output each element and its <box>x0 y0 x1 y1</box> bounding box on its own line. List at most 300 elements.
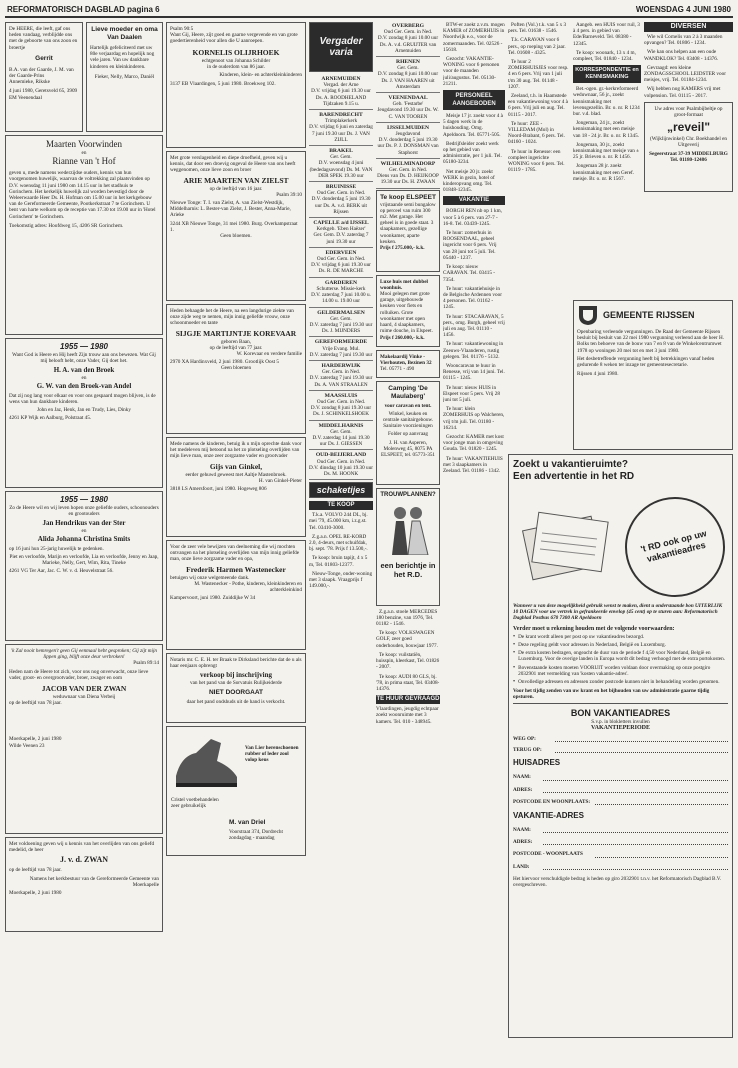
section-vakantie: VAKANTIE <box>443 196 505 205</box>
anniversary2-kids: Piet en verloofde, Marijn en verloofde, Lia en verloofde, Jenny en Jaap, Marieke, Nelly, Gert, Wim, Rita, Tineke <box>9 553 159 567</box>
anniversary-announcement-1 <box>5 338 163 488</box>
trouw-title: TROUWPLANNEN? <box>380 491 436 498</box>
vak-rule-row <box>513 650 728 662</box>
field-naam-input[interactable] <box>543 774 728 780</box>
reveil-ad <box>644 102 733 192</box>
listing-text: D.V. vrijdag 6 juni 19.30 uur Ds. A. ROODHELAND Tijdzaken 9.15 u. <box>311 88 371 107</box>
anniversary2-text-2: op 16 juni hun 25-jarig huwelijk te gedenken. <box>9 545 104 552</box>
classified-item: Z.g.a.n. OPEL RE-KORD 2.0, 4-deurs, met schuifdak, bj. sept. '78. Prijs f 13.500,-. <box>309 533 368 553</box>
classified-item: Jongeman, 30 jr., zoekt kennismaking met meisje van ± 25 jr. Brieven o. nr. R 1456. <box>573 141 639 161</box>
classified-item: Te huur: zomerhuis in ROOSENDAAL, geheel ingericht voor 6 pers. Vrij van 28 juni tot 5 juli. Tel. 05440 - 1237. <box>443 230 497 261</box>
listing-text: D.V. zondag 8 juni 10.00 uur Ds. J. VAN HAAREN uit Amsterdam <box>377 71 439 90</box>
listing-title: IJSSELMUIDEN <box>387 124 429 131</box>
death1-text: Heden nam de Heere tot zich, voor ons nog onverwacht, onze lieve vader, groot- en overgrootvader, broer, zwager en oom <box>9 668 149 681</box>
meeting-listing <box>309 362 373 391</box>
classified-item: Net meisje 20 jr. zoekt WERK in gezin, hotel of kinderopvang omg. Tel. 01848-12345. <box>443 168 495 194</box>
listing-title: OUD-BEIJERLAND <box>315 452 367 459</box>
sale1-title: Te koop ELSPEET <box>380 193 436 201</box>
field-land-input[interactable] <box>543 864 728 870</box>
death3-age: in de ouderdom van 86 jaar. <box>207 63 265 70</box>
listing-sub: Kerkgeb. 'Eben Haëzer' <box>316 226 366 233</box>
field-adres-input[interactable] <box>543 787 728 793</box>
listing-sub: Jeugdavond <box>395 131 421 138</box>
listing-sub: Oud Ger. Gem. in Ned. <box>316 190 366 197</box>
sale2-text: Mooi gelegen met grote garage, uitgebouwde keuken voor fiets en rolluiken. Grote woonkamer met open haard, 4 slaapkamers, ruime douche, in Elspeet. <box>380 291 433 335</box>
reveil-top: Uw adres voor Psalmbijbeltje op groot-formaat <box>654 105 723 119</box>
classified-item: Te huur: vakantiehuisje in de Belgische Ardennen voor 4 personen. Tel. 01162 - 1245. <box>443 285 502 311</box>
vak-rules-title: Verder moet u rekening houden met de volgende voorwaarden: <box>513 625 675 632</box>
vergader-varia-logo <box>309 22 373 72</box>
classified-item: Te huur: nieuw HUIS in Elspeet voor 5 pers. Vrij 28 juni tot 5 juli. <box>443 384 500 403</box>
classified-items-5 <box>508 22 570 173</box>
listing-text: D.V. zaterdag 7 juni 10.00 u. 14.00 u. 19.00 uur <box>311 292 371 305</box>
bon-footer: Het hiervoor verschuldigde bedrag is heden op giro 2032901 t.n.v. het Reformatorisch Dagblad B.V. overgeschreven. <box>513 875 722 889</box>
notary-text-2: van het pand van de Sorvatuis Rulijkeiderde <box>190 680 282 687</box>
newspaper-bundle-icon <box>517 493 617 593</box>
meeting-listing <box>309 451 373 480</box>
meeting-listing <box>309 183 373 218</box>
listing-text: D.V. zaterdag 7 juni 19.30 uur Ds. J. MIJNDERS <box>309 321 373 335</box>
classified-item: BTW-er zoekt z.v.m. mogen KAMER of ZOMERHUIS in Noordwijk e.o., voor de zomermaanden. Tel. 02526 - 15618. <box>443 22 505 53</box>
anniversary-text-2: Dat zij nog lang voor elkaar en voor ons gespaard mogen blijven, is de wens van hun dankbare kinderen. <box>9 392 156 405</box>
field-postcode-row <box>513 799 728 805</box>
classified-item: Te koop: bruin tapijt, 4 x 5 m, Tel. 01803-12377. <box>309 555 368 568</box>
classified-item: Te huur: VAKANTIEHUIS met 3 slaapkamers in Zeeland. Tel. 01186 - 1342. <box>443 455 503 474</box>
meeting-listings <box>309 75 373 480</box>
reveil-sub: (Wijklijnwinkel) Chr. Boekhandel en Uitgeverij <box>649 136 727 149</box>
gemeente-text-2: Het desbetreffende vergunning heeft bij betrekkingen vanaf heden gedurende 8 weken ter inzage ter gemeentesecretarie. <box>577 355 715 369</box>
death5-name: SIJGJE MARTIJNTJE KOREVAAR <box>175 328 297 338</box>
bullet-icon: • <box>513 650 516 657</box>
header-left: REFORMATORISCH DAGBLAD pagina 6 <box>7 5 160 14</box>
listing-title: HARDERWIJK <box>321 362 361 369</box>
thanks2-address: Kampervoort, juni 1980. Zuiddijke W 34 <box>170 595 256 602</box>
death4-name: ARIE MAARTEN VAN ZIELST <box>183 175 289 185</box>
vak-illustration <box>513 483 728 603</box>
listing-title: MIDDELHARNIS <box>318 422 364 429</box>
listing-text: D.V. zondag 8 juni 19.30 uur Ds. J. SCHINKELSHOEK <box>310 405 372 418</box>
bullet-icon: • <box>513 679 516 686</box>
anniversary-announcement-2 <box>5 491 163 641</box>
korrespondentie-items <box>573 86 641 182</box>
column-4 <box>376 22 440 1038</box>
death3-name: KORNELIS OLIJRHOEK <box>192 47 280 57</box>
birth-announcement <box>5 22 83 132</box>
classified-item: Te koop: woonark, 13 x 4 m, compleet, Tel. 01840 - 1234. <box>573 49 636 63</box>
meeting-listings-2 <box>376 22 440 189</box>
meeting-listing <box>376 124 440 159</box>
sale2-title: Luxe huis met dubbel woonhuis. <box>380 278 428 291</box>
death3-text: Want Gij, Heere, zijt goed en gaarne vergevende en van grote goedertierenheid voor allen die U aanroepen. <box>170 32 298 45</box>
classified-item: Te koop: nieuw CARAVAN. Tel. 03415 - 7354. <box>443 264 495 283</box>
death3-address: 3137 EB Vlaardingen, 5 juni 1980. Broekweg 102. <box>170 81 276 88</box>
field-adres2-row <box>513 839 728 845</box>
listing-sub: Vergad. der Arne <box>323 82 359 89</box>
vak-rule-row <box>513 665 728 677</box>
classified-item: Jongeman 28 jr. zoekt kennismaking met een Geref. meisje. Br. o. nr. R 1567. <box>573 163 635 182</box>
field-naam2-row <box>513 827 728 833</box>
listing-sub: Ger. Gem. <box>330 315 352 322</box>
listing-sub: Trimplakerkerk <box>324 118 358 125</box>
listing-sub: Geb. 'Festarbe' <box>392 101 424 108</box>
bon-sub: S.v.p. in blokletters invullen <box>591 718 650 725</box>
listing-title: BRAKEL <box>329 148 353 155</box>
field-weg-label: WEG OP: <box>513 736 536 743</box>
death-notice-3 <box>166 22 306 148</box>
vak-stamp <box>614 486 733 607</box>
listing-title: MAASSLUIS <box>324 392 358 399</box>
meeting-listing <box>309 111 373 146</box>
meeting-listing <box>376 58 440 93</box>
meeting-listing <box>309 147 373 182</box>
meeting-listing <box>309 75 373 110</box>
gemeente-header <box>577 304 729 326</box>
listing-sub: Oud Ger. Gem. in Ned. <box>316 256 366 263</box>
huisadres-heading: HUISADRES <box>513 758 561 768</box>
gemeente-text: Openbaring verleende vergunningen. De Raad der Gemeente Rijssen besluit bij besluit van 22 mei 1980 vergunning verleend aan de heer H. Bolks ten behoeve van de bouw van 7 en 8 van de Winkelcentrumwet 1978 op woningen 20 mei tot en met 3 juni 1980. <box>577 329 724 354</box>
meeting-listing <box>376 94 440 123</box>
anniversary-years: 1955 — 1980 <box>59 342 109 351</box>
banner-text: schaketijes <box>316 485 366 496</box>
classified-items-3 <box>443 22 505 87</box>
bullet-icon: • <box>513 642 516 649</box>
field-naam-label: NAAM: <box>513 774 531 781</box>
death4-age: op de leeftijd van 16 jaar. <box>209 185 263 192</box>
meeting-listing <box>309 249 373 278</box>
field-terug-label: TERUG OP: <box>513 747 542 754</box>
listing-sub: Ger. Gem. <box>330 154 352 161</box>
camping-text-3: Folder op aanvraag <box>387 431 429 438</box>
field-adres-row <box>513 787 728 793</box>
section-diversen: DIVERSEN <box>644 22 733 32</box>
vak-rules-close: Voor het tijdig zenden van uw krant en het bijhouden van uw administratie gaarne tijdig opsturen. <box>513 688 710 701</box>
vak-rule-text: Bovenstaande kosten moeten VOORUIT worden voldaan door overmaking op onze postgiro 2032901 met vermelding van 'kosten vakantie-adres'. <box>518 664 711 677</box>
thanks1-sign: H. van Ginkel-Pieter <box>258 477 302 484</box>
classified-item: Poften (Vol.) t.k. van 5 x 3 pers. Tel. 01638 - 1546. <box>508 22 567 35</box>
sale1-text: vrijstaande semi bungalow op perceel van ruim 300 m2. Met garage. Het geheel is in goede staat. 3 slaapkamers, gezellige woonkamer, aparte keuken. <box>380 201 436 245</box>
anniversary2-years: 1955 — 1980 <box>59 495 109 504</box>
listing-sub: Oud Ger. Gem. in Ned. <box>383 29 433 36</box>
diversen-items <box>644 34 733 99</box>
listing-text: D.V. donderdag 5 juni 19.30 uur Ds. P. J. DONSMAN van Staphorst <box>377 137 439 156</box>
listing-sub: Oud Ger. Gem. in Ned. <box>316 458 366 465</box>
classified-item: T.k.a. VOLVO 244 DL, bj. mei '79, 45.000 km, i.z.g.st. Tel. 03410-3000. <box>309 512 368 531</box>
anniversary2-and: en <box>81 528 87 535</box>
listing-title: VEENENDAAL <box>388 95 428 102</box>
column-3 <box>309 22 373 1038</box>
listing-text: Diens van Ds. D. HEIJKOOP 19.30 uur Ds. H. ZWAAN <box>377 173 439 186</box>
classified-item: Te koop: vuilstatiën, huisspin, kleerkast, Tel. 01826 - 2007. <box>376 651 440 671</box>
thanks1-sub: eerder gehuwd geweest met Aaltje Mastenbroek. <box>185 471 287 478</box>
death-notice-5 <box>166 304 306 434</box>
anniversary2-name: Jan Hendrikus van der Ster <box>42 519 126 528</box>
birthday-names: Fieker, Nelly, Marco, Daniël <box>94 73 155 80</box>
thanks2-text-2: betuigen wij onze welgemeende dank. <box>170 574 250 581</box>
camping-text-2: Winkel, keuken en centrale sanitairgebouw. Sanitaire voorzieningen <box>382 410 434 430</box>
death2-text: Met voldoening geven wij u kennis van het overlijden van ons geliefd medelid, de heer <box>9 841 155 854</box>
thanks2-text: Voor de zeer vele bewijzen van deelneming die wij mochten ontvangen na het plotseling overlijden van mijn innig geliefde man, onze lieve zorgzame vader en opa, <box>170 544 300 563</box>
listing-sub: Ger. Gem. in Ned. <box>321 369 361 376</box>
listing-text: D.V. woensdag 4 juni (bededagsavond) Ds. M. VAN DER SPEK 19.30 uur <box>309 160 373 179</box>
bon-period: VAKANTIEPERIODE <box>591 724 650 731</box>
death-notice-2 <box>5 837 163 932</box>
vakadres-heading: VAKANTIE-ADRES <box>513 811 584 821</box>
field-postcode2-input[interactable] <box>595 851 728 857</box>
death4-text: Met grote verslagenheid en diepe droefheid, geven wij u kennis, dat door een droevig ongeval de Heere van ons heeft weggenomen, onze lieve zoon en broer <box>170 155 296 174</box>
death-notice-1 <box>5 644 163 834</box>
anniversary-name-2: G. W. van den Broek-van Andel <box>36 381 132 390</box>
bon-form <box>513 736 728 870</box>
thanks1-text: Mede namens de kinderen, betuig ik u mijn oprechte dank voor het medeleven mij betoond na het zo plotseling overlijden van mijn lieve man, onze zeer zorgzame vader en grootvader <box>170 441 302 460</box>
classified-item: Jongeman, 24 jr., zoekt kennismaking met een meisje van 18 - 24 jr. Br. o. nr. R 1345. <box>573 120 639 139</box>
meeting-listing <box>309 279 373 308</box>
shoe-ad-address: Voorstraat 374, Dordrecht zondagdag - maandag <box>229 829 283 842</box>
birth-siblings: Annemieke, Rikske <box>9 79 50 86</box>
classified-item: Wie kan ons helpen aan een oude WANDKLOK? Tel. 03408 - 14376. <box>644 49 719 62</box>
listing-sub: Ger. Gem. <box>397 65 419 72</box>
section-korrespondentie: KORRESPONDENTIE en KENNISMAKING <box>573 65 641 83</box>
birth-parents: B.A. van der Gaarde, J. M. van der Gaarde-Prins <box>9 66 74 80</box>
shoe-ad-text: Van Lier herenschoenen rubber of leder zool volop keus <box>245 745 299 764</box>
vak-rule-text: Onvolledige adressen en adressen zonder postcode kunnen niet in behandeling worden genomen. <box>518 679 720 686</box>
listing-text: D.V. zaterdag 7 juni 19.30 uur Ds. A. VAN STRAALEN <box>309 375 373 388</box>
anniversary-name: H. A. van den Broek <box>53 366 115 375</box>
classified-item: T.k. CARAVAN voor 6 pers., op roeping van 2 jaar. Tel. 01608 - 4325. <box>508 37 566 56</box>
vak-intro: Wanneer u van deze mogelijkheid gebruik wenst te maken, dient u onderstaande bon UITERLIJK 10 DAGEN voor uw vertrek in gefrankeerde envelop (45 cent) op te sturen aan: Reformatorisch Dagblad Postbus 670 7300 AR Apeldoorn <box>513 603 723 622</box>
classified-item: Bet.-ogen. gr.-kerkreformeerd weduwnaar, 56 jr., zoekt kennismaking met levensgezellin. Br. o. nr. R 1234 bur. v.d. blad. <box>573 86 640 118</box>
birthday-announcement <box>86 22 163 132</box>
field-adres2-label: ADRES: <box>513 839 533 846</box>
classified-item: Te huur: ZEE - VILLEDAM (Mol) in Noord-Brabant, 6 pers. Tel. 04160 - 1024. <box>508 120 565 146</box>
listing-title: ARNEMUIDEN <box>321 76 361 82</box>
bon-title: BON VAKANTIEADRES <box>570 707 671 718</box>
anniversary2-text: Zo de Heere wil en wij leven hopen onze geliefde ouders, schoonouders en grootouders <box>9 505 159 518</box>
field-postcode-label: POSTCODE EN WOONPLAATS: <box>513 798 591 805</box>
vak-rules-list <box>513 634 728 685</box>
bride-name: Rianne van 't Hof <box>52 156 116 167</box>
meeting-listing <box>309 309 373 338</box>
gemeente-date: Rijssen 4 juni 1980. <box>577 371 619 378</box>
listing-title: CAPELLE a/d IJSSEL <box>313 220 369 227</box>
listing-text: D.V. zaterdag 7 juni 19.30 uur <box>309 351 373 358</box>
meeting-listing <box>309 392 373 421</box>
notary-text-3: daar het pand ondshuds uit de hand is verkocht. <box>186 698 286 705</box>
wedding-announcement <box>5 135 163 335</box>
sale-ad-1 <box>376 190 440 272</box>
listing-title: GARDEREN <box>324 279 357 286</box>
listing-title: GELDERMALSEN <box>317 309 365 316</box>
anniversary2-name-2: Alida Johanna Christina Smits <box>37 534 131 543</box>
classified-item: Bedrijfsleider zoekt werk op het gebied van administratie, per 1 juli. Tel. 05180-3234. <box>443 140 502 166</box>
meeting-listing <box>309 338 373 361</box>
field-land-label: LAND: <box>513 863 530 870</box>
anniversary-kids: John en Jaz, Henk, Jan en Trudy, Lies, Dinky <box>37 407 131 414</box>
classified-item: Meisje 17 jr. zoekt voor 4 à 5 dagen werk in de huishouding. Omg. Apeldoorn. Tel. 05771-505. <box>443 113 503 138</box>
field-postcode-input[interactable] <box>595 799 728 805</box>
classified-item: Wie wil Cornelis van 2 à 3 maanden opvangen? Tel. 01806 - 1234. <box>644 34 723 47</box>
camping-text: voor caravan en tent. <box>384 402 432 409</box>
field-terug-input[interactable] <box>555 747 728 753</box>
field-adres-label: ADRES: <box>513 786 533 793</box>
field-naam2-label: NAAM: <box>513 827 531 834</box>
column-6 <box>508 22 570 392</box>
listing-title: WILHELMINADORP <box>380 160 436 167</box>
classified-item: Nieuw-Tonge, onder-woning met 3 slaapk. Vraagprijs f 149.000,-. <box>309 570 373 590</box>
vak-title-2: Een advertentie in het RD <box>513 471 635 482</box>
birth-date: 4 juni 1980, Geretsveld 65, 3909 EM Veenendaal <box>9 88 78 101</box>
listing-sub: Schutterse. Missie-kerk <box>316 285 366 292</box>
listing-sub: Ger. Gem. in Ned. <box>388 167 428 174</box>
municipal-crest-icon <box>577 304 599 326</box>
sale-ad-2 <box>376 275 440 347</box>
makelaar-ad <box>376 350 440 378</box>
classified-item: Wooncaravan te huur in Renesse, vrij van 14 juni. Tel. 01115 - 1245. <box>443 362 505 382</box>
death-notice-4 <box>166 151 306 301</box>
vak-title-1: Zoekt u vakantieruimte? <box>513 459 629 470</box>
column-7 <box>573 22 641 292</box>
header-right: WOENSDAG 4 JUNI 1980 <box>635 5 731 14</box>
death3-sub: echtgenoot van Johanna Schilder <box>201 57 271 64</box>
death1-address: Wilde Veenen 23 <box>9 742 45 749</box>
death2-name: J. v. d. ZWAN <box>59 855 108 865</box>
makelaar-tel: Tel. 05771 - 490 <box>380 366 415 373</box>
listing-text: D.V. donderdag 5 juni 19.30 uur Ds. A. v.d. BERK uit Rijssen <box>311 196 371 215</box>
death1-name: JACOB VAN DER ZWAN <box>41 684 127 694</box>
listing-text: Jeugdavond 19.30 uur Ds. W. C. VAN TOOREN <box>377 107 439 120</box>
death5-age: op de leeftijd van 77 jaar. <box>209 344 263 351</box>
classified-item: Z.g.a.n. stoele MERCEDES 180 benzine, van 1976, Tel. 01182 - 1546. <box>376 608 438 628</box>
column-5 <box>443 22 505 1038</box>
field-postcode2-label: POSTCODE - WOONPLAATS <box>513 851 583 858</box>
bullet-icon: • <box>513 633 516 640</box>
listing-title: RHENEN <box>396 59 420 66</box>
classified-item: BORGH REN nb op 1 km, voor 5 à 6 pers. van 27-7 - 16-8. Tel. 03439-1245. <box>443 208 502 227</box>
death2-age: op de leeftijd van 78 jaar. <box>9 867 62 874</box>
death4-address: 3244 XB Nieuwe Tonge, 31 mei 1980. Burg. Overkampstraat 1. <box>170 220 298 233</box>
notary-big: NIET DOORGAAT <box>208 688 264 696</box>
field-postcode2-row <box>513 851 728 857</box>
death5-note: Geen bloemen <box>220 365 252 372</box>
anniversary-and: en <box>81 375 87 382</box>
classified-item: Gevraagd: een kleine ZONDAGSSCHOOL LEIDSTER voor meisjes, vrij. Tel. 01184-1234. <box>644 64 726 84</box>
personeel-items <box>443 113 505 193</box>
trouwplannen-ad <box>376 488 440 606</box>
classified-items <box>309 512 373 589</box>
classified-item: Te huur: klein ZOMERHUIS op Walcheren, vrij t/m juli. Tel. 01180 - 16214. <box>443 406 505 431</box>
death1-city: Moerkapelle, 2 juni 1980 <box>9 736 62 743</box>
sale1-price: Prijs f 275.000,- k.k. <box>380 245 425 252</box>
camping-ad <box>376 381 440 485</box>
birthday-title: Lieve moeder en oma Van Daalen <box>91 26 158 41</box>
vak-rule-text: Deze regeling geldt voor adressen in Nederland, België en Luxemburg. <box>518 642 666 649</box>
classified-item: Aangeb. een HUIS voor ruil, 3 à 4 pers. in gebied van Ede/Barneveld. Tel. 08380 - 12345. <box>573 22 640 47</box>
notary-title: verkoop bij inschrijving <box>200 671 272 680</box>
classified-item: Te huur in Renesse: een compleet ingerichte WONING voor 6 pers. Tel. 01119 - 1785. <box>508 148 565 174</box>
death4-kids: Nieuwe Tonge: T. I. van Zielst, A. van Zielst-Westdijk, Middelharnis: L. Bester-van Zielst, J. Bester, Anna-Marie, Arieke <box>170 200 291 219</box>
listing-title: OVERBERG <box>391 23 424 29</box>
field-weg-row <box>513 736 728 742</box>
death3-kids: Kinderen, klein- en achterkleinkinderen <box>219 72 302 79</box>
notary-text: Notaris mr. C. E. H. ter Braak te Dirksland berichte dat de u als haar eenjaars opbrengt <box>170 657 302 670</box>
listing-text: D.V. vrijdag 6 juni en zaterdag 7 juni 19.30 uur Ds. J. VAN ZIJLL <box>309 124 373 143</box>
wedding-text: geven u, mede namens wederzijdse ouders, kennis van hun voorgenomen huwelijk, waarvan de voltrekking zal plaatsvinden op D.V. woensdag 11 juni 1980 om 14.15 uur in het stadhuis te Gorinchem. Het kerkelijk huwelijk zal worden bevestigd door de Weleerwaarde Heer Ds. H. Hofman om 15.00 uur in het kerkgebouw van de Gereformeerde Gemeente, Pootkerkstraat 7 te Gorinchem. U bent van harte welkom op de receptie van 17.30 tot 19.00 uur in 'Hotel Gorinchem' te Gorinchem. <box>9 170 156 220</box>
classified-item: Te koop: VOLKSWAGEN GOLF, zeer goed onderhouden, bouwjaar 1977. <box>376 630 438 649</box>
listing-text: D.V. zaterdag 14 juni 19.30 uur Ds. J. GIESSEN <box>312 434 370 448</box>
column-1 <box>5 22 163 1038</box>
column-2 <box>166 22 306 1038</box>
thanks1-name: Gijs van Ginkel, <box>209 461 263 471</box>
meeting-listing <box>376 22 440 57</box>
birthday-text: Hartelijk gefeliciteerd met uw 80e verjaardag en hopelijk nog vele jaren. Van uw dankbare kinderen en kleinkinderen. <box>90 45 155 70</box>
death2-date: Moerkapelle, 2 juni 1980 <box>9 890 62 897</box>
thanks-notice-1 <box>166 437 306 537</box>
listing-title: BARENDRECHT <box>319 112 363 119</box>
death5-sign: W. Korevaar en verdere familie <box>236 351 302 358</box>
makelaar-name: Makelaardij Vinke - Vierhouten, Bezinen 32 <box>380 353 432 366</box>
classified-item: Te huur: vakantiewoning in Zeeuws-Vlaanderen, rustig gelegen. Tel. 01176 - 5132. <box>443 341 504 360</box>
and-text: en <box>81 150 87 156</box>
anniversary-text: Want God is Heere en Hij heeft Zijn trouw aan ons bewezen. Wat Gij mij belooft hebt, onze Vader, Gij doet het. <box>12 352 156 365</box>
vak-rule-text: De krant wordt alleen per post op uw vakantieadres bezorgd. <box>518 633 645 640</box>
classified-items-2 <box>376 609 440 692</box>
section-personeel: PERSONEEL AANGEBODEN <box>443 90 505 110</box>
thanks2-sign: M. Wastenecker - Pothe, kinderen, kleinkinderen en achterkleinkind <box>194 580 302 594</box>
death1-subname: weduwnaar van Diena Verbeij <box>52 694 116 701</box>
groom-name: Maarten Voorwinden <box>46 139 122 149</box>
classified-items-4 <box>443 406 505 474</box>
gemeente-rijssen-notice <box>573 300 733 450</box>
anniversary2-address: 4261 VG Ter Aar, Jac. C. W. v. d. Heuvelstraat 56. <box>9 568 114 575</box>
field-land-row <box>513 864 728 870</box>
classified-item: Te huur 2 ZOMERHUISJES voor resp. 4 en 6 pers. Vrij van 1 juli t/m 30 aug. Tel. 01148 - 1207. <box>508 59 569 90</box>
birth-row <box>5 22 163 135</box>
page-header <box>5 4 733 18</box>
death1-psalm: Psalm 89:14 <box>133 660 159 667</box>
reveil-address: Segeerstraat 37-39 MIDDELBURG Tel. 01180-12486 <box>649 150 728 163</box>
logo-text: Vergader varia <box>319 36 363 58</box>
thanks2-name: Frederik Harmen Wastenecker <box>186 564 286 574</box>
death3-psalm: Psalm 90:5 <box>170 26 194 32</box>
sale2-price: Prijs f 260.000,- k.k. <box>380 334 425 341</box>
camping-title: Camping 'De Maulaberg' <box>388 384 428 400</box>
vak-rule-row <box>513 642 728 648</box>
wedding-address: Toekomstig adres: Hoofdweg 15, 4206 SR Gorinchem. <box>9 222 124 229</box>
field-weg-input[interactable] <box>555 736 728 742</box>
shoe-ad <box>166 726 306 856</box>
shoe-ad-shop: Cristel voetbehandelen zeer gebruikelijk <box>171 797 219 810</box>
death4-note: Geen bloemen. <box>220 233 252 240</box>
field-naam2-input[interactable] <box>543 827 728 833</box>
classified-item: Gezocht: KAMER met kost voor jonge man in omgeving Gouda. Tel. 01820 - 1245. <box>443 433 504 453</box>
listing-title: EDERVEEN <box>325 249 357 256</box>
vakantieadres-ad <box>508 454 733 1038</box>
death1-age: op de leeftijd van 78 jaar. <box>9 700 62 707</box>
death4-psalm: Psalm 39:10 <box>276 191 302 198</box>
birth-name: Gerrit <box>35 54 53 62</box>
classified-item: Gezocht: VAKANTIE-WONING voor 6 personen voor de maanden juli/augustus. Tel. 05130-21211. <box>443 56 500 87</box>
vak-rule-row <box>513 634 728 640</box>
vak-rule-text: De extra kosten bedragen, ongeacht de duur van de periode f 4,50 voor Nederland, België en Luxemburg. Voor de overige landen in Europa wordt dit bedrag verhoogd met de extra portokosten. <box>518 650 725 663</box>
vak-rule-row <box>513 679 728 685</box>
anniversary-address: 4261 KP Wijk en Aalburg, Polstraat 45. <box>9 415 92 422</box>
death5-text: Heden behaagde het de Heere, na een langdurige ziekte van onze zijde weg te nemen, mijn innig geliefde vrouw, onze schoonmoeder en tante <box>170 308 294 327</box>
death5-address: 2970 XA Hardinxveld, 2 juni 1980. Grootlijk Oost 5 <box>170 359 279 366</box>
listing-sub: Vrije Evang. Mul. <box>322 345 360 352</box>
classified-items-6 <box>573 22 641 62</box>
field-adres2-input[interactable] <box>543 839 728 845</box>
listing-title: GEREFORMEERDE <box>314 339 368 346</box>
wedding-couple-icon <box>382 503 434 555</box>
